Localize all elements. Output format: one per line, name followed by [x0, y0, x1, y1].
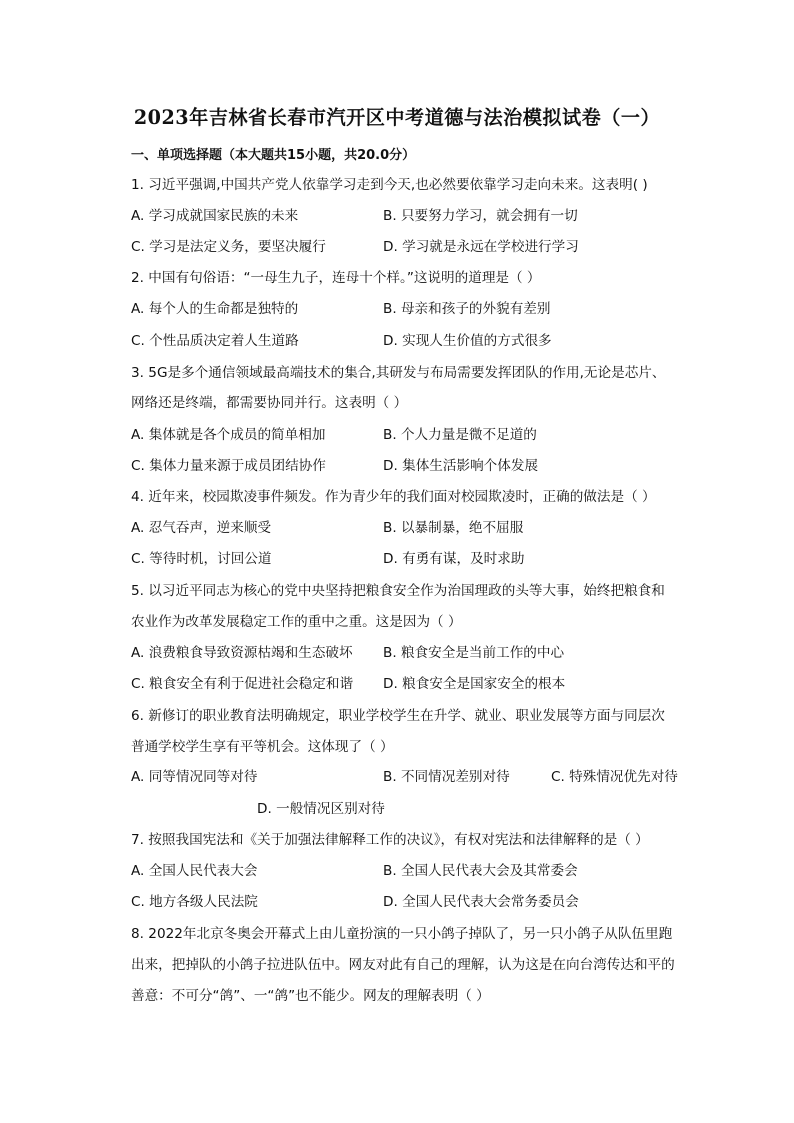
question-3-option-a[interactable]: A. 集体就是各个成员的简单相加 — [131, 427, 326, 443]
question-2-option-a[interactable]: A. 每个人的生命都是独特的 — [131, 301, 299, 317]
question-4-option-c[interactable]: C. 等待时机，讨回公道 — [131, 551, 272, 567]
question-6-option-c[interactable]: C. 特殊情况优先对待 — [551, 769, 678, 785]
question-1-option-b[interactable]: B. 只要努力学习，就会拥有一切 — [383, 208, 578, 224]
question-6-text-line-1: 6. 新修订的职业教育法明确规定，职业学校学生在升学、就业、职业发展等方面与同层次 — [131, 708, 665, 724]
question-6-option-b[interactable]: B. 不同情况差别对待 — [383, 769, 510, 785]
question-5-text-line-1: 5. 以习近平同志为核心的党中央坚持把粮食安全作为治国理政的头等大事，始终把粮食和 — [131, 583, 665, 599]
question-7-option-c[interactable]: C. 地方各级人民法院 — [131, 894, 258, 910]
question-2-option-d[interactable]: D. 实现人生价值的方式很多 — [383, 333, 552, 349]
question-8-text-line-2: 出来，把掉队的小鸽子拉进队伍中。网友对此有自己的理解，认为这是在向台湾传达和平的 — [131, 957, 675, 973]
question-7-option-a[interactable]: A. 全国人民代表大会 — [131, 863, 258, 879]
question-1-option-c[interactable]: C. 学习是法定义务，要坚决履行 — [131, 239, 326, 255]
question-3-text-line-1: 3. 5G是多个通信领域最高端技术的集合,其研发与布局需要发挥团队的作用,无论是芯片、 — [131, 365, 666, 381]
question-4-text: 4. 近年来，校园欺凌事件频发。作为青少年的我们面对校园欺凌时，正确的做法是（ ） — [131, 489, 656, 505]
question-1-text: 1. 习近平强调,中国共产党人依靠学习走到今天,也必然要依靠学习走向未来。这表明( ) — [131, 177, 648, 193]
question-2-option-b[interactable]: B. 母亲和孩子的外貌有差别 — [383, 301, 551, 317]
question-8-text-line-1: 8. 2022年北京冬奥会开幕式上由儿童扮演的一只小鸽子掉队了，另一只小鸽子从队伍里跑 — [131, 926, 673, 942]
section-heading: 一、单项选择题（本大题共15小题，共20.0分） — [131, 148, 416, 163]
question-2-text: 2. 中国有句俗语：“一母生九子，连母十个样。”这说明的道理是（ ） — [131, 270, 541, 286]
question-5-option-b[interactable]: B. 粮食安全是当前工作的中心 — [383, 645, 565, 661]
question-3-option-d[interactable]: D. 集体生活影响个体发展 — [383, 458, 539, 474]
exam-title: 2023年吉林省长春市汽开区中考道德与法治模拟试卷（一） — [133, 106, 661, 129]
question-3-option-c[interactable]: C. 集体力量来源于成员团结协作 — [131, 458, 326, 474]
question-4-option-a[interactable]: A. 忍气吞声，逆来顺受 — [131, 520, 272, 536]
question-7-option-d[interactable]: D. 全国人民代表大会常务委员会 — [383, 894, 579, 910]
question-3-option-b[interactable]: B. 个人力量是微不足道的 — [383, 427, 537, 443]
question-7-option-b[interactable]: B. 全国人民代表大会及其常委会 — [383, 863, 578, 879]
question-1-option-d[interactable]: D. 学习就是永远在学校进行学习 — [383, 239, 579, 255]
question-6-option-d[interactable]: D. 一般情况区别对待 — [257, 801, 385, 817]
question-6-text-line-2: 普通学校学生享有平等机会。这体现了（ ） — [131, 739, 394, 755]
question-5-option-d[interactable]: D. 粮食安全是国家安全的根本 — [383, 676, 566, 692]
question-7-text: 7. 按照我国宪法和《关于加强法律解释工作的决议》，有权对宪法和法律解释的是（ ） — [131, 832, 649, 848]
question-2-option-c[interactable]: C. 个性品质决定着人生道路 — [131, 333, 299, 349]
question-6-option-a[interactable]: A. 同等情况同等对待 — [131, 769, 258, 785]
question-8-text-line-3: 善意：不可分“鸽”、一“鸽”也不能少。网友的理解表明（ ） — [131, 988, 490, 1004]
question-3-text-line-2: 网络还是终端，都需要协同并行。这表明（ ） — [131, 395, 408, 411]
question-5-text-line-2: 农业作为改革发展稳定工作的重中之重。这是因为（ ） — [131, 614, 462, 630]
question-5-option-a[interactable]: A. 浪费粮食导致资源枯竭和生态破坏 — [131, 645, 353, 661]
question-4-option-b[interactable]: B. 以暴制暴，绝不屈服 — [383, 520, 524, 536]
question-5-option-c[interactable]: C. 粮食安全有利于促进社会稳定和谐 — [131, 676, 354, 692]
question-1-option-a[interactable]: A. 学习成就国家民族的未来 — [131, 208, 299, 224]
question-4-option-d[interactable]: D. 有勇有谋，及时求助 — [383, 551, 525, 567]
